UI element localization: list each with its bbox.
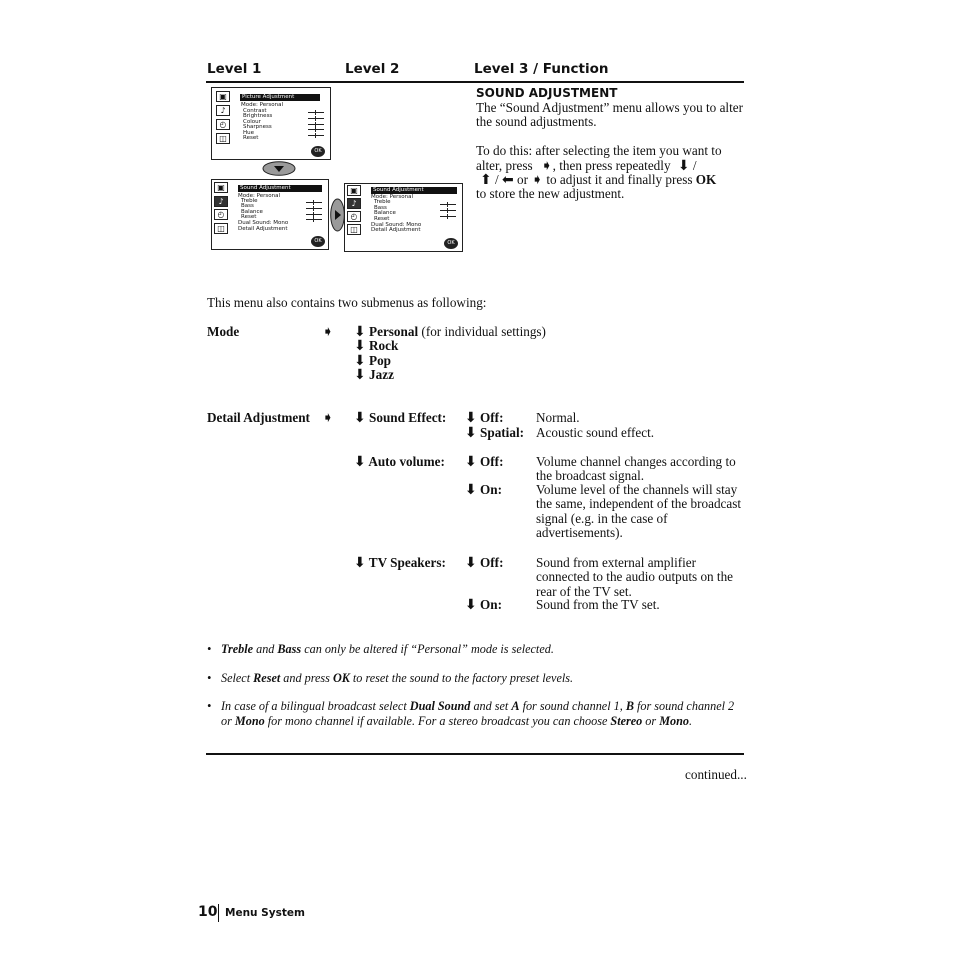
note-term: B: [625, 699, 634, 713]
down-arrow-icon: ⬇: [465, 482, 477, 498]
note-term: Stereo: [610, 713, 643, 728]
note-term: Reset: [253, 671, 281, 685]
footer-divider: [218, 904, 219, 922]
menu-line: Brightness: [243, 113, 273, 119]
menu-line: Detail Adjustment: [371, 227, 421, 233]
note-term: OK: [332, 671, 350, 685]
menu-line: Reset: [241, 214, 257, 220]
header-rule: [206, 81, 744, 83]
detail-option-label: Off:: [480, 454, 504, 469]
sound-icon: ♪: [214, 196, 228, 207]
menu-title: Sound Adjustment: [371, 187, 457, 194]
page-number: 10: [198, 904, 218, 920]
note-term: Mono: [659, 713, 689, 728]
detail-adjustment-label: Detail Adjustment: [207, 410, 310, 425]
timer-icon: ◴: [347, 211, 361, 222]
mode-option-name: Rock: [369, 338, 399, 353]
sound-icon: ♪: [216, 105, 230, 116]
menu-line: Dual Sound: Mono: [371, 221, 422, 228]
setup-icon: ◫: [347, 224, 361, 235]
detail-group-name: [354, 455, 445, 469]
down-arrow-icon: ⬇: [354, 367, 366, 383]
down-arrow-icon: ⬇: [465, 425, 477, 441]
detail-option-desc: Sound from the TV set.: [536, 597, 660, 612]
section-intro: The “Sound Adjustment” menu allows you to alter the sound adjustments.: [476, 100, 744, 130]
setup-icon: ◫: [216, 133, 230, 144]
slider-icon: [306, 202, 322, 203]
picture-icon: ▣: [214, 182, 228, 193]
continued-label: continued...: [685, 767, 747, 782]
note-text: for mono channel if available. For a stereo broadcast you can choose: [264, 713, 611, 728]
detail-option-desc: Acoustic sound effect.: [536, 425, 655, 440]
detail-group-name: [354, 411, 446, 425]
note-term: A: [511, 699, 520, 713]
tv-menu-screen-picture: [211, 87, 331, 160]
menu-line: Reset: [243, 135, 259, 141]
nav-right-pad-icon: [330, 198, 345, 232]
level2-heading: Level 2: [345, 61, 400, 77]
instructions-text: /: [692, 158, 697, 173]
detail-option: [465, 598, 502, 612]
note-treble-bass: [221, 642, 744, 657]
menu-line: Treble: [241, 197, 258, 204]
slider-icon: [308, 124, 324, 125]
menu-line: Detail Adjustment: [238, 225, 288, 232]
detail-group-name: [354, 556, 446, 570]
menu-line: Dual Sound: Mono: [238, 220, 289, 226]
level3-heading: Level 3 / Function: [474, 61, 609, 77]
note-text: for sound channel 2 or: [221, 699, 735, 728]
menu-line: Hue: [243, 129, 255, 136]
note-dual-sound: [221, 699, 745, 728]
menu-line: Sharpness: [243, 124, 272, 130]
timer-icon: ◴: [216, 119, 230, 130]
mode-option-name: Pop: [369, 353, 392, 368]
note-text: for sound channel 1,: [519, 699, 626, 713]
down-arrow-icon: ⬇: [354, 555, 366, 571]
ok-button-icon: OK: [444, 238, 458, 249]
ok-button-icon: OK: [311, 146, 325, 157]
menu-line: Mode: Personal: [241, 102, 283, 108]
note-bullet: •: [207, 642, 212, 656]
ok-button-icon: OK: [311, 236, 325, 247]
down-arrow-icon: ⬇: [465, 555, 477, 571]
note-text: and set: [470, 699, 512, 713]
down-arrow-icon: ⬇: [354, 353, 366, 369]
submenus-intro: This menu also contains two submenus as following:: [207, 295, 487, 310]
down-arrow-icon: ⬇: [465, 454, 477, 470]
note-text: .: [689, 713, 693, 728]
picture-icon: ▣: [216, 91, 230, 102]
instructions-line-1: To do this: after selecting the item you want to: [476, 143, 722, 158]
instructions-text: alter, press: [476, 158, 533, 173]
note-text: or: [642, 713, 660, 728]
slider-icon: [306, 219, 322, 220]
right-arrow-icon: ➧: [531, 172, 544, 188]
sound-icon: ♪: [347, 198, 361, 209]
detail-option: [465, 556, 503, 570]
down-arrow-icon: ⬇: [354, 410, 366, 426]
menu-line: Colour: [243, 118, 261, 125]
detail-option-label: Spatial:: [480, 425, 524, 440]
note-text: In case of a bilingual broadcast select: [221, 699, 410, 713]
footer-rule: [206, 753, 744, 755]
tv-menu-screen-sound-level2: [211, 179, 329, 250]
mode-option: [354, 368, 394, 382]
detail-group-label: TV Speakers:: [368, 555, 446, 570]
mode-option-name: Jazz: [369, 367, 394, 382]
note-bullet: •: [207, 671, 212, 685]
picture-icon: ▣: [347, 185, 361, 196]
detail-option: [465, 426, 524, 440]
mode-label: Mode: [207, 324, 240, 339]
menu-line: Bass: [374, 204, 387, 211]
slider-icon: [308, 118, 324, 119]
detail-group-label: Auto volume:: [368, 454, 445, 469]
menu-line: Balance: [241, 208, 263, 215]
slider-icon: [308, 129, 324, 130]
note-term: Bass: [277, 642, 302, 656]
detail-option: [465, 483, 502, 497]
right-arrow-icon: ➧: [540, 158, 553, 174]
down-arrow-icon: ⬇: [354, 338, 366, 354]
setup-icon: ◫: [214, 223, 228, 234]
instructions-text: to adjust it and finally press: [546, 172, 693, 187]
nav-down-pad-icon: [262, 161, 296, 176]
timer-icon: ◴: [214, 209, 228, 220]
detail-option-desc: Normal.: [536, 410, 580, 425]
tv-menu-screen-sound-level3: [344, 183, 463, 252]
menu-line: Contrast: [243, 107, 267, 114]
note-term: Dual Sound: [409, 699, 471, 713]
right-arrow-icon: ➧: [322, 410, 334, 426]
mode-option-name: Personal: [369, 324, 419, 339]
slider-icon: [308, 135, 324, 136]
note-bullet: •: [207, 699, 212, 713]
up-arrow-icon: ⬆: [480, 172, 492, 188]
instructions-text: /: [495, 172, 499, 187]
note-text: can only be altered if “Personal” mode is selected.: [301, 642, 554, 656]
detail-group-label: Sound Effect:: [369, 410, 447, 425]
detail-option-label: Off:: [480, 555, 504, 570]
note-text: Select: [221, 671, 254, 685]
slider-icon: [306, 208, 322, 209]
note-term: Mono: [234, 713, 265, 728]
left-arrow-icon: ⬅: [502, 172, 514, 188]
ok-key-label: OK: [695, 172, 717, 187]
down-arrow-icon: ⬇: [354, 454, 366, 470]
detail-option-label: On:: [480, 597, 503, 612]
down-arrow-icon: ⬇: [677, 158, 690, 174]
menu-line: Reset: [374, 215, 390, 222]
menu-line: Treble: [374, 199, 391, 205]
detail-option-desc: Volume level of the channels will stay the same, independent of the broadcast signal (e.g. in the case of advertisements).: [536, 482, 742, 541]
detail-option-label: Off:: [480, 410, 504, 425]
note-text: and: [253, 642, 278, 656]
detail-option-label: On:: [480, 482, 503, 497]
mode-option: [354, 339, 398, 353]
down-arrow-icon: ⬇: [354, 324, 366, 340]
menu-line: Bass: [241, 203, 254, 209]
level1-heading: Level 1: [207, 61, 262, 77]
detail-option: [465, 411, 503, 425]
menu-title: Sound Adjustment: [238, 185, 322, 192]
menu-line: Mode: Personal: [238, 192, 280, 199]
menu-line: Mode: Personal: [371, 194, 413, 200]
note-reset: [221, 671, 744, 686]
down-arrow-icon: ⬇: [465, 597, 477, 613]
note-term: Treble: [221, 642, 254, 656]
detail-option-desc: Volume channel changes according to the broadcast signal.: [536, 454, 736, 484]
slider-icon: [308, 112, 324, 113]
slider-icon: [306, 214, 322, 215]
menu-line: Balance: [374, 210, 396, 216]
menu-title: Picture Adjustment: [240, 94, 320, 101]
instructions-text: , then press repeatedly: [552, 158, 671, 173]
right-arrow-icon: ➧: [322, 324, 334, 340]
detail-option: [465, 455, 503, 469]
instructions-line-4: to store the new adjustment.: [476, 186, 625, 201]
down-arrow-icon: ⬇: [465, 410, 477, 426]
section-title: SOUND ADJUSTMENT: [476, 86, 618, 100]
slider-icon: [440, 216, 456, 217]
note-text: and press: [280, 671, 333, 685]
instructions-text: or: [517, 172, 529, 187]
detail-option-desc: Sound from external amplifier connected to the audio outputs on the rear of the TV set.: [536, 555, 734, 599]
note-text: to reset the sound to the factory preset levels.: [349, 671, 574, 685]
slider-icon: [440, 210, 456, 211]
slider-icon: [440, 204, 456, 205]
mode-option-note: (for individual settings): [421, 324, 546, 339]
section-name: Menu System: [225, 907, 305, 919]
